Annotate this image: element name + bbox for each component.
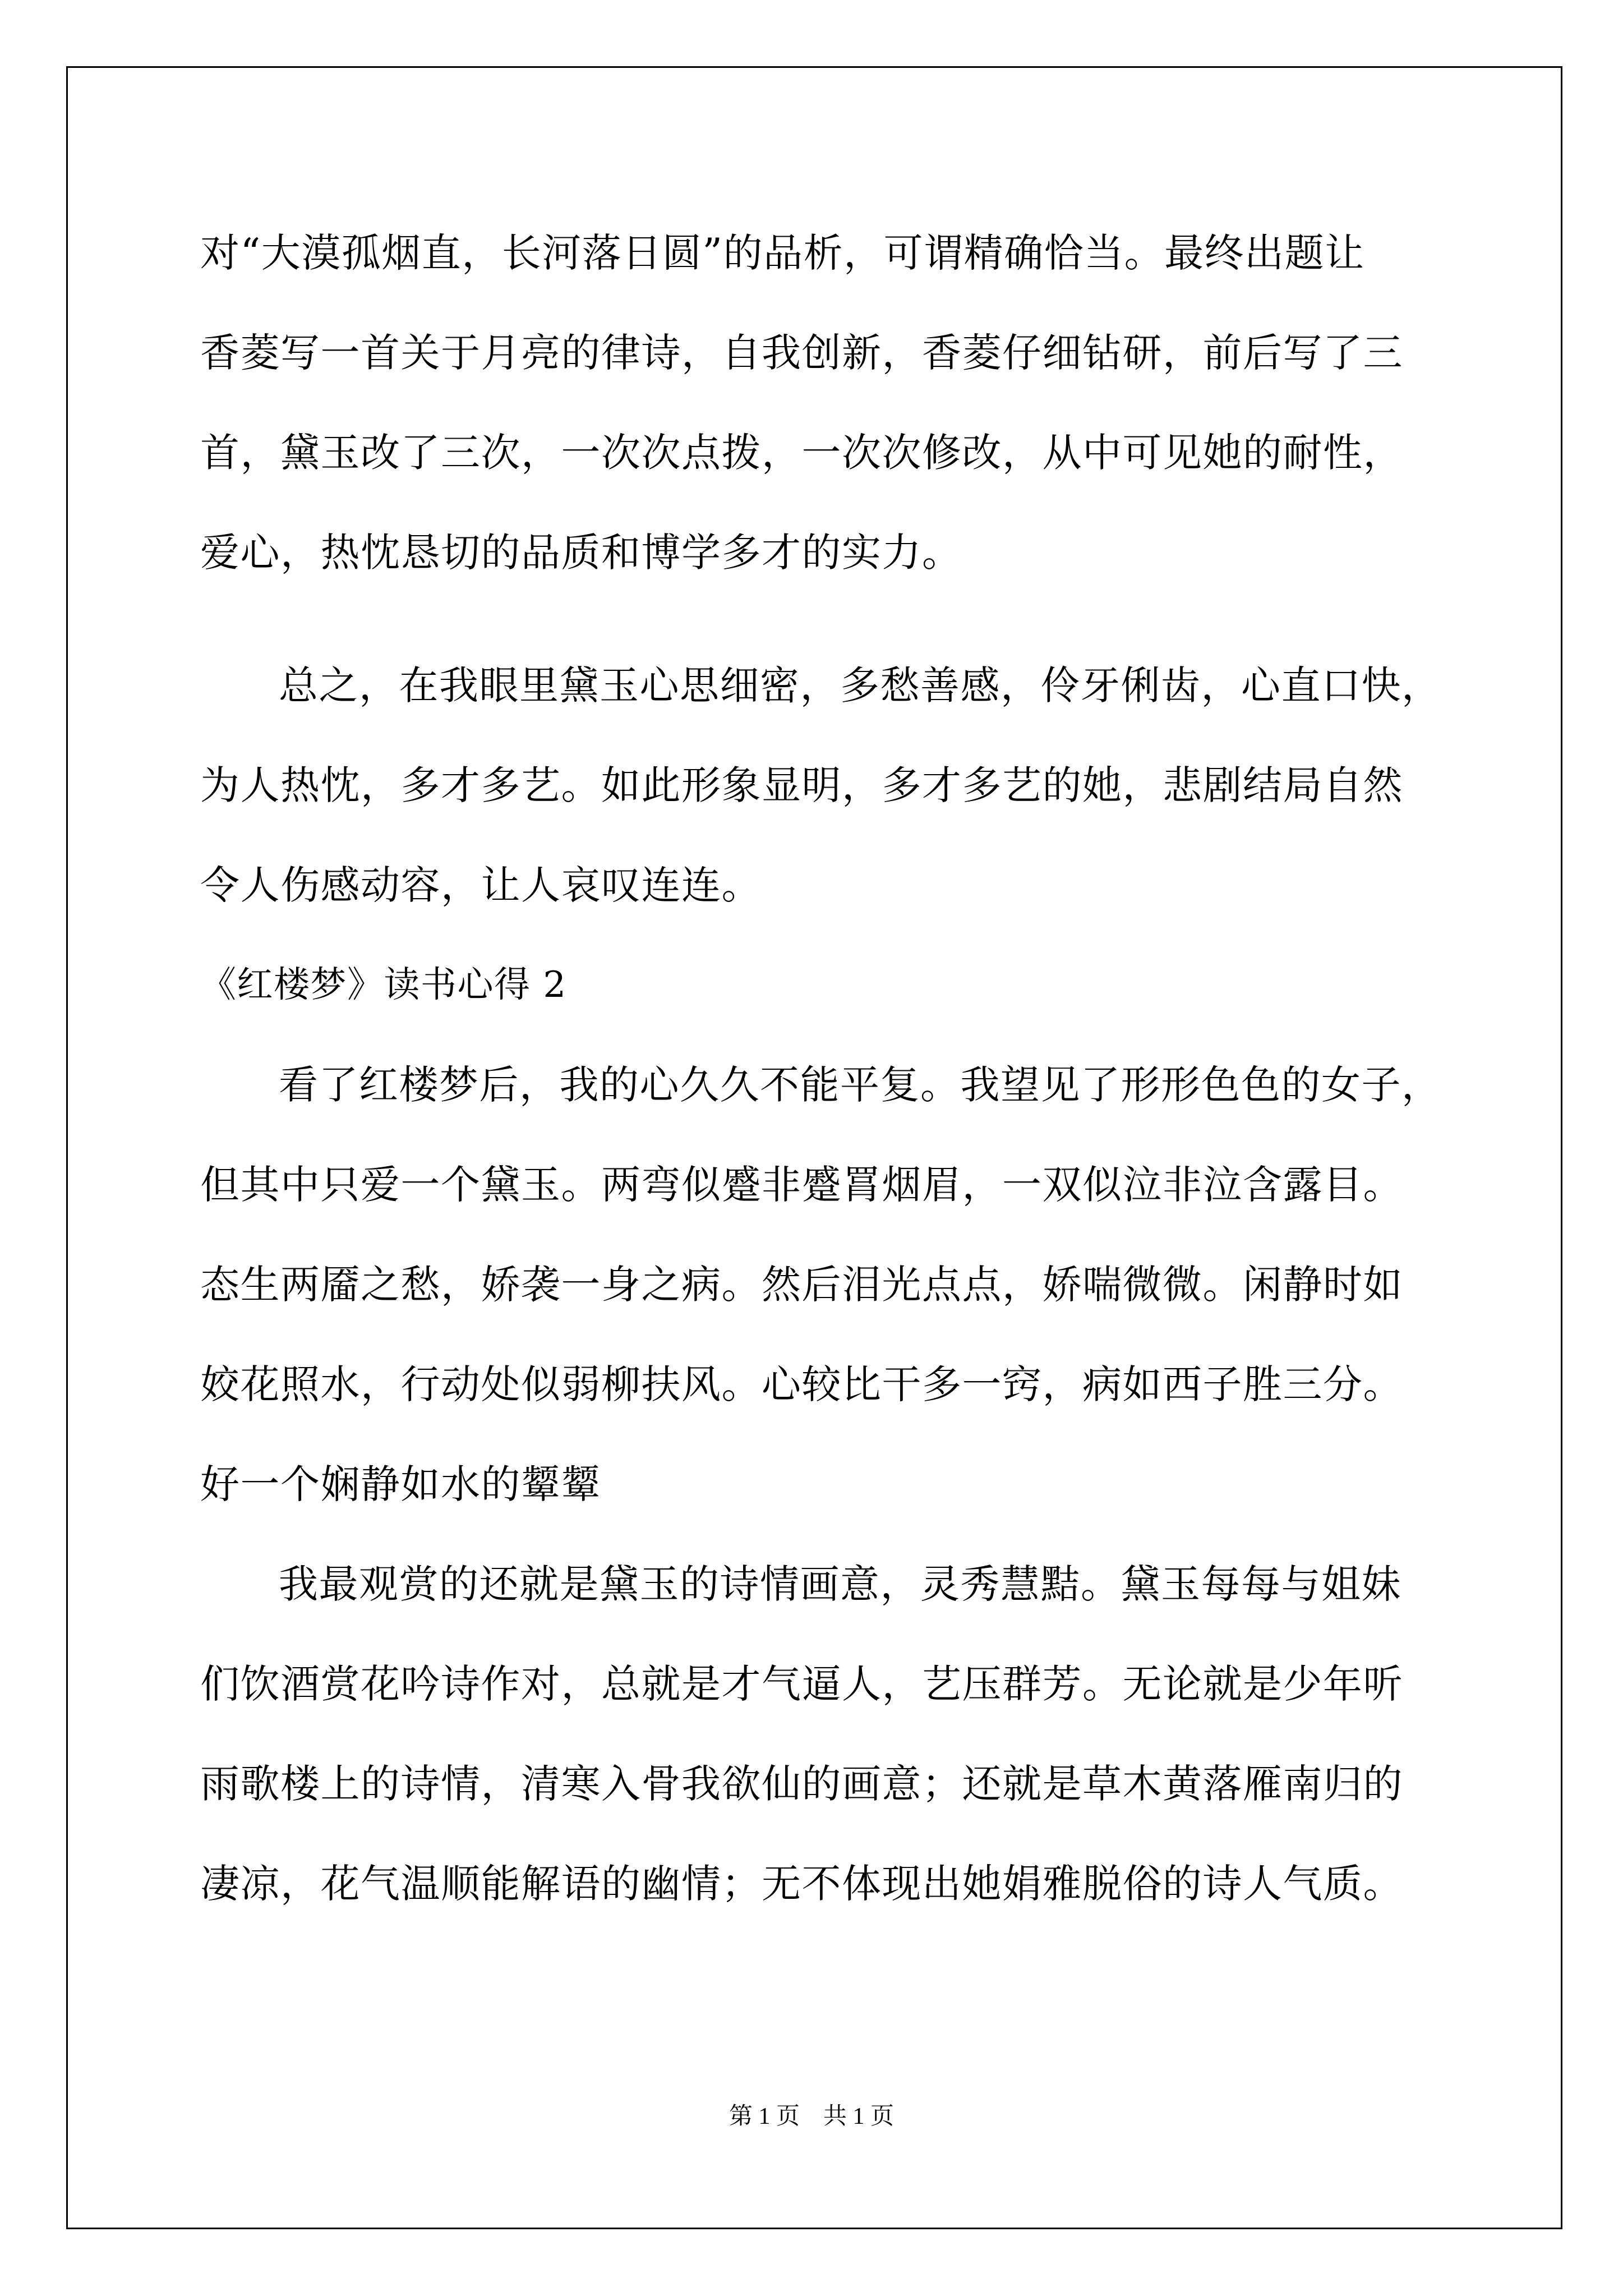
text-line: 姣花照水，行动处似弱柳扶风。心较比干多一窍，病如西子胜三分。 <box>200 1361 1403 1407</box>
text-line: 爱心，热忱恳切的品质和博学多才的实力。 <box>200 530 962 576</box>
text-line: 好一个娴静如水的颦颦 <box>200 1461 601 1507</box>
text-line: 但其中只爱一个黛玉。两弯似蹙非蹙罥烟眉，一双似泣非泣含露目。 <box>200 1162 1403 1208</box>
text-line: 令人伤感动容，让人哀叹连连。 <box>200 862 762 908</box>
paragraph-start-line: 我最观赏的还就是黛玉的诗情画意，灵秀慧黠。黛玉每每与姐妹 <box>279 1561 1401 1607</box>
text-line: 们饮酒赏花吟诗作对，总就是才气逼人，艺压群芳。无论就是少年听 <box>200 1661 1403 1707</box>
section-heading: 《红楼梦》读书心得 2 <box>200 964 567 1006</box>
text-line: 香菱写一首关于月亮的律诗，自我创新，香菱仔细钻研，前后写了三 <box>200 330 1403 376</box>
text-line: 对“大漠孤烟直，长河落日圆”的品析，可谓精确恰当。最终出题让 <box>200 230 1365 276</box>
text-line: 态生两靥之愁，娇袭一身之病。然后泪光点点，娇喘微微。闲静时如 <box>200 1262 1403 1308</box>
paragraph-start-line: 总之，在我眼里黛玉心思细密，多愁善感，伶牙俐齿，心直口快， <box>279 662 1442 708</box>
paragraph-start-line: 看了红楼梦后，我的心久久不能平复。我望见了形形色色的女子， <box>279 1062 1442 1108</box>
text-line: 为人热忱，多才多艺。如此形象显明，多才多艺的她，悲剧结局自然 <box>200 762 1403 808</box>
text-line: 雨歌楼上的诗情，清寒入骨我欲仙的画意；还就是草木黄落雁南归的 <box>200 1761 1403 1807</box>
text-line: 首，黛玉改了三次，一次次点拨，一次次修改，从中可见她的耐性， <box>200 430 1403 476</box>
page-footer <box>0 2102 1623 2131</box>
page-number-label: 第 1 页 共 1 页 <box>728 2104 894 2129</box>
text-line: 凄凉，花气温顺能解语的幽情；无不体现出她娟雅脱俗的诗人气质。 <box>200 1861 1403 1907</box>
